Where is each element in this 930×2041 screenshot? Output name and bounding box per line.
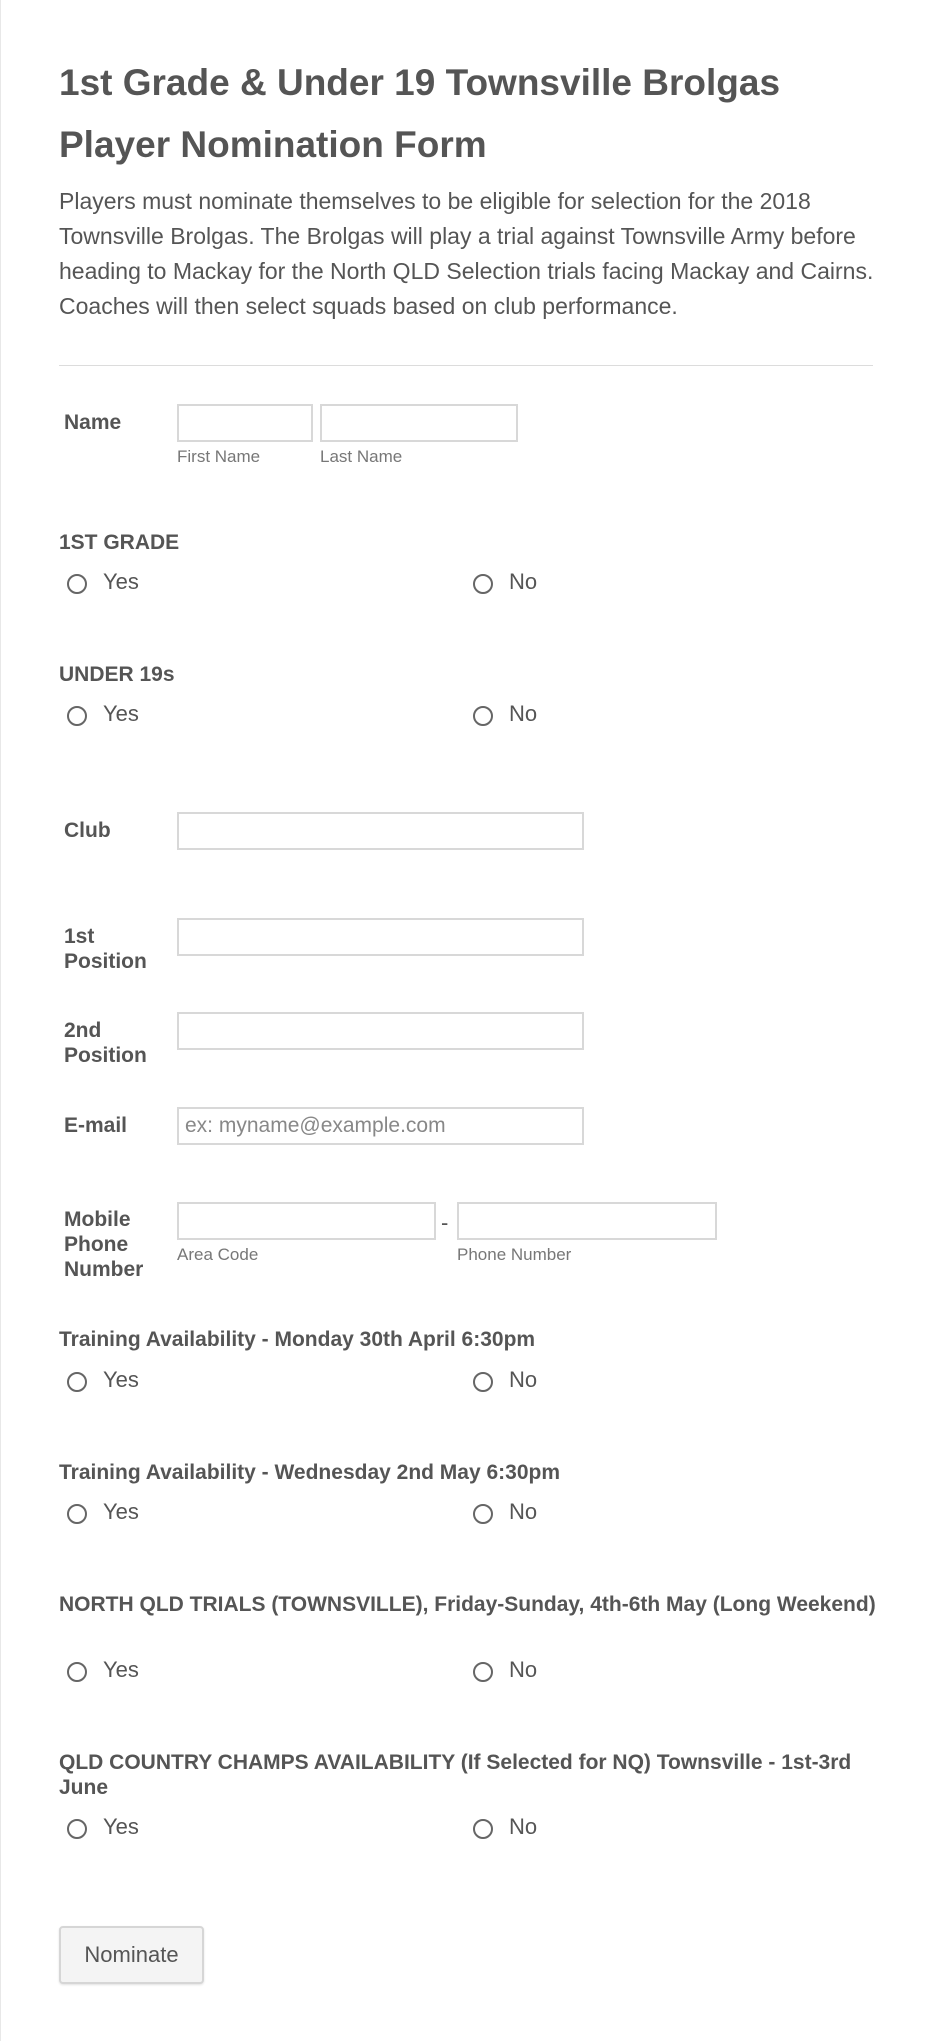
qld-country-champs-no-label[interactable]: No xyxy=(509,1814,538,1839)
north-qld-trials-no-label[interactable]: No xyxy=(509,1657,538,1682)
area-code-input[interactable] xyxy=(177,1202,436,1240)
under-19s-yes-radio[interactable] xyxy=(67,706,87,726)
under-19s-no-radio[interactable] xyxy=(473,706,493,726)
training-monday-yes-radio[interactable] xyxy=(67,1372,87,1392)
first-position-input[interactable] xyxy=(177,918,584,956)
training-wednesday-no-radio[interactable] xyxy=(473,1504,493,1524)
first-grade-yes-label[interactable]: Yes xyxy=(103,569,139,594)
first-name-input[interactable] xyxy=(177,404,313,442)
email-label: E-mail xyxy=(64,1114,128,1137)
training-monday-no-radio[interactable] xyxy=(473,1372,493,1392)
club-input[interactable] xyxy=(177,812,584,850)
first-grade-no-radio[interactable] xyxy=(473,574,493,594)
first-grade-label: 1ST GRADE xyxy=(59,531,180,554)
qld-country-champs-label: QLD COUNTRY CHAMPS AVAILABILITY (If Selected for NQ) Townsville - 1st-3rd June xyxy=(59,1751,852,1799)
under-19s-label: UNDER 19s xyxy=(59,663,175,686)
phone-number-sublabel: Phone Number xyxy=(457,1245,572,1264)
phone-number-input[interactable] xyxy=(457,1202,717,1240)
last-name-input[interactable] xyxy=(320,404,518,442)
under-19s-yes-label[interactable]: Yes xyxy=(103,701,139,726)
training-monday-no-label[interactable]: No xyxy=(509,1367,538,1392)
training-wednesday-yes-radio[interactable] xyxy=(67,1504,87,1524)
qld-country-champs-yes-radio[interactable] xyxy=(67,1819,87,1839)
second-position-input[interactable] xyxy=(177,1012,584,1050)
qld-country-champs-yes-label[interactable]: Yes xyxy=(103,1814,139,1839)
north-qld-trials-yes-radio[interactable] xyxy=(67,1662,87,1682)
training-wednesday-no-label[interactable]: No xyxy=(509,1499,538,1524)
nominate-button[interactable]: Nominate xyxy=(59,1926,204,1984)
qld-country-champs-no-radio[interactable] xyxy=(473,1819,493,1839)
phone-separator: - xyxy=(441,1210,449,1235)
phone-label: Mobile Phone Number xyxy=(64,1208,144,1281)
divider xyxy=(59,365,873,366)
training-monday-yes-label[interactable]: Yes xyxy=(103,1367,139,1392)
name-label: Name xyxy=(64,411,122,434)
club-label: Club xyxy=(64,819,111,842)
north-qld-trials-no-radio[interactable] xyxy=(473,1662,493,1682)
last-name-sublabel: Last Name xyxy=(320,447,403,466)
training-wednesday-label: Training Availability - Wednesday 2nd May 6:30pm xyxy=(59,1461,561,1484)
first-grade-yes-radio[interactable] xyxy=(67,574,87,594)
north-qld-trials-yes-label[interactable]: Yes xyxy=(103,1657,139,1682)
second-position-label: 2nd Position xyxy=(64,1019,147,1067)
first-name-sublabel: First Name xyxy=(177,447,261,466)
first-grade-no-label[interactable]: No xyxy=(509,569,538,594)
email-input[interactable] xyxy=(177,1107,584,1145)
training-monday-label: Training Availability - Monday 30th April 6:30pm xyxy=(59,1328,536,1351)
first-position-label: 1st Position xyxy=(64,925,147,973)
north-qld-trials-label: NORTH QLD TRIALS (TOWNSVILLE), Friday-Sunday, 4th-6th May (Long Weekend) xyxy=(59,1593,876,1616)
under-19s-no-label[interactable]: No xyxy=(509,701,538,726)
area-code-sublabel: Area Code xyxy=(177,1245,259,1264)
form-title: 1st Grade & Under 19 Townsville Brolgas Player Nomination Form xyxy=(59,62,781,165)
training-wednesday-yes-label[interactable]: Yes xyxy=(103,1499,139,1524)
form-description: Players must nominate themselves to be eligible for selection for the 2018 Townsville Brolgas. The Brolgas will play a trial against Townsville Army before heading to Mackay for the North QLD Selection trials facing Mackay and Cairns. Coaches will then select squads based on club performance. xyxy=(59,188,874,319)
